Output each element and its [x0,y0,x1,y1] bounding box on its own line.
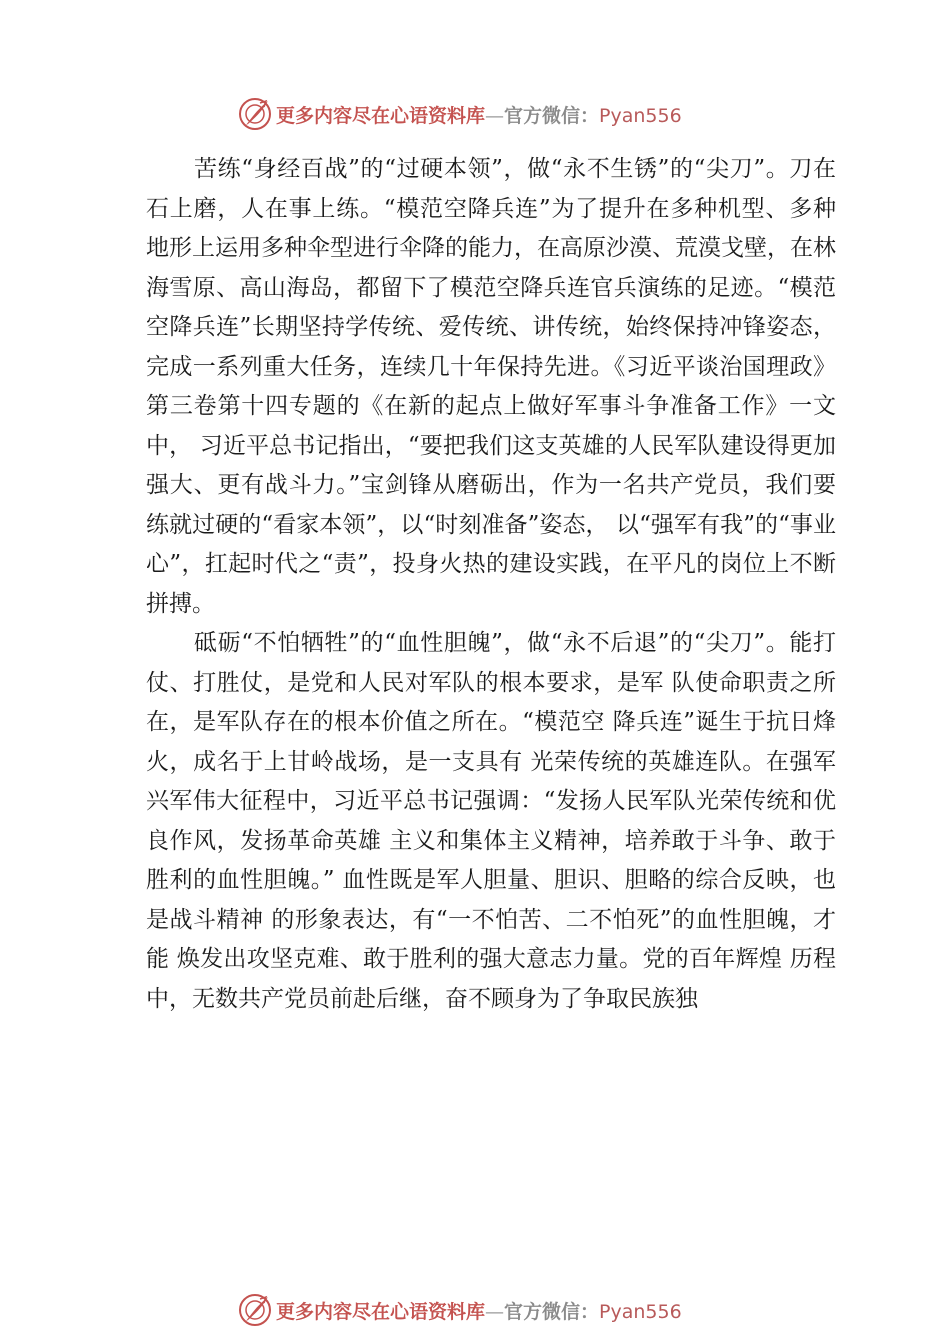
footer-watermark [238,1292,758,1328]
watermark-dash: — [485,104,505,127]
watermark-brand: 更多内容尽在心语资料库 [276,1300,486,1323]
watermark-id: Pyan556 [599,1300,682,1323]
watermark-text [276,101,682,128]
watermark-official: 官方微信： [504,104,600,127]
paragraph-2: 砥砺“不怕牺牲”的“血性胆魄”，做“永不后退”的“尖刀”。能打仗、打胜仗，是党和人民对军队的根本要求，是军 队使命职责之所在，是军队存在的根本价值之所在。“模范空 降兵连”诞生于抗日烽火，成名于上甘岭战场，是一支具有 光荣传统的英雄连队。在强军兴军伟大征程中，习近平总书记强调：“发扬人民军队光荣传统和优良作风，发扬革命英雄 主义和集体主义精神，培养敢于斗争、敢于胜利的血性胆魄。” 血性既是军人胆量、胆识、胆略的综合反映，也是战斗精神 的形象表达，有“一不怕苦、二不怕死”的血性胆魄，才能 焕发出攻坚克难、敢于胜利的强大意志力量。党的百年辉煌 历程中，无数共产党员前赴后继，奋不顾身为了争取民族独 [146,630,836,1012]
watermark-brand: 更多内容尽在心语资料库 [276,104,486,127]
watermark-id: Pyan556 [599,104,682,127]
quill-logo-icon [238,97,272,131]
header-watermark [238,96,758,132]
paragraph-1: 苦练“身经百战”的“过硬本领”，做“永不生锈”的“尖刀”。刀在石上磨，人在事上练。“模范空降兵连”为了提升在多种机型、多种地形上运用多种伞型进行伞降的能力，在高原沙漠、荒漠戈壁，在林海雪原、高山海岛，都留下了模范空降兵连官兵演练的足迹。“模范空降兵连”长期坚持学传统、爱传统、讲传统，始终保持冲锋姿态，完成一系列重大任务，连续几十年保持先进。《习近平谈治国理政》第三卷第十四专题的《在新的起点上做好军事斗争准备工作》一文中， 习近平总书记指出，“要把我们这支英雄的人民军队建设得更加强大、更有战斗力。”宝剑锋从磨砺出，作为一名共产党员，我们要练就过硬的“看家本领”，以“时刻准备”姿态， 以“强军有我”的“事业心”，扛起时代之“责”，投身火热的建设实践，在平凡的岗位上不断拼搏。 [146,156,836,617]
quill-logo-icon [238,1293,272,1327]
document-body [146,150,836,1019]
watermark-text [276,1297,682,1324]
watermark-dash: — [485,1300,505,1323]
watermark-official: 官方微信： [504,1300,600,1323]
